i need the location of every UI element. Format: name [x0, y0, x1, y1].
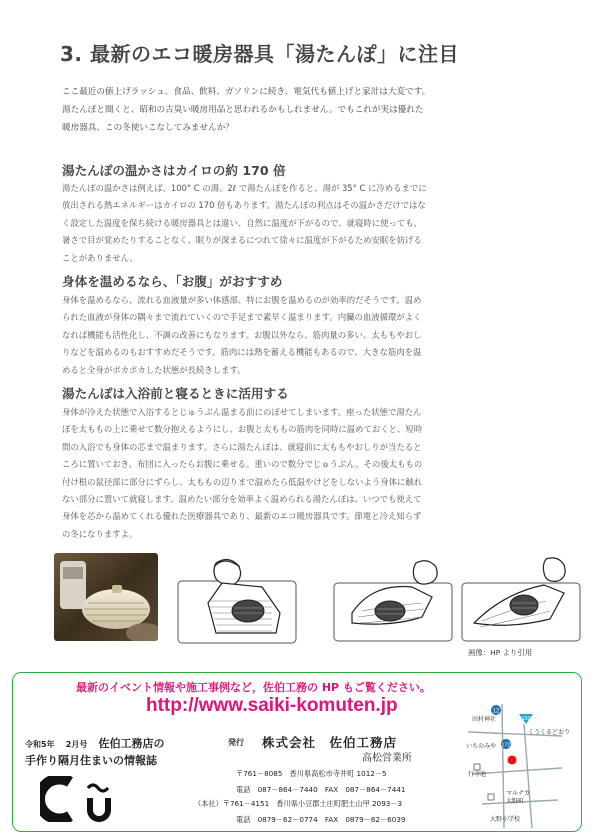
- issue-name: 佐伯工務店の: [98, 737, 165, 750]
- cu-logo: [40, 776, 140, 822]
- hq-address: （本社）〒761－4151 香川県小豆郡土庄町肥土山甲 2093－3: [194, 799, 403, 808]
- publisher-label: 発行: [228, 738, 244, 747]
- hq-phone: 電話 0879－62－0774 FAX 0879－62－6039: [236, 815, 406, 824]
- page-title: 3. 最新のエコ暖房器具「湯たんぽ」に注目: [60, 42, 459, 66]
- map-label-onomachi: 大野町: [506, 798, 525, 805]
- section-heading-belly: 身体を温めるなら、「お腹」がおすすめ: [62, 274, 283, 289]
- body-line: なれば機能も活性化し、不調の改善にもなります。お腹以外なら、筋肉量の多い、太ももやおし: [62, 329, 422, 340]
- company-name: 株式会社 佐伯工務店: [262, 735, 398, 750]
- illustration-sitting: [176, 553, 298, 645]
- map-label-kurukuru: くうくるどおり: [528, 729, 570, 736]
- section-body-usage: [62, 404, 534, 543]
- section-body-warmth: [62, 180, 534, 267]
- body-line: の冬になりますよ。: [62, 528, 138, 539]
- body-line: 付け根の鼠径部に部分にずらし、太ももの辺りまで温めたら低温やけどをしないよう身体に触れ: [62, 476, 423, 487]
- route-marker-3: 193: [521, 716, 531, 722]
- route-marker-1: 12: [492, 708, 500, 715]
- body-line: 湯たんぽの温かさは例えば、100° C の湯、2ℓ で湯たんぽを作ると、湯が 35° C に冷めるまでに: [62, 183, 427, 193]
- map-label-school: 大野小学校: [490, 816, 521, 823]
- section-heading-warmth: 湯たんぽの温かさはカイロの約 170 倍: [62, 163, 286, 178]
- body-line: ない部分に置いて就寝します。温めたい部分を効率よく温められる湯たんぽは、いつでも使えて: [62, 494, 422, 505]
- issue-month: 2月号: [65, 740, 88, 749]
- body-line: ころに置いておき、布団に入ったらお腹に乗せる。重いので数分でじゅうぶん。その後太ももの: [62, 459, 423, 470]
- map-label-shrine: 田村神社: [472, 716, 497, 723]
- body-line: ことがありません。: [62, 252, 138, 263]
- body-line: りなどを温めるのもおすすめだそうです。筋肉には熱を蓄える機能もあるので、大きな筋肉を温: [62, 347, 422, 358]
- route-marker-2: 172: [501, 742, 511, 749]
- body-line: 身体が冷えた状態で入浴するとじゅうぶん温まる前にのぼせてしまいます。座った状態で湯たん: [62, 407, 422, 417]
- access-map: [462, 704, 570, 828]
- magazine-subtitle: 手作り隔月住まいの情報誌: [25, 754, 157, 767]
- section-heading-usage: 湯たんぽは入浴前と寝るときに活用する: [62, 386, 289, 401]
- branch-name: 高松営業所: [362, 753, 412, 764]
- issue-era: 令和5年: [25, 740, 55, 749]
- body-line: 身体を芯から温めてくれる優れた医療器具であり、最新のエコ暖房器具です。節電と冷え知らず: [62, 511, 422, 522]
- body-line: 放出される熱エネルギーはカイロの 170 倍もあります。湯たんぽの利点はその温かさだけではな: [62, 200, 426, 211]
- intro-line: ここ最近の値上げラッシュ、食品、飲料、ガソリンに続き、電気代も値上げと家計は大変です。: [62, 87, 431, 97]
- map-label-maruchika: マルナカ: [506, 790, 530, 797]
- body-line: く設定した温度を保ち続ける暖房器具とは違い、自然に温度が下がるので、就寝時に使っても、: [62, 217, 422, 228]
- illustration-reclining: [460, 553, 582, 645]
- intro-paragraph: [62, 83, 532, 137]
- body-line: 間の入浴でも身体の芯まで温まります。さらに湯たんぽは、就寝前に太ももやおしりが当たると: [62, 441, 422, 452]
- branch-phone: 電話 087－864－7440 FAX 087－864－7441: [236, 785, 406, 794]
- issue-label: [25, 735, 165, 751]
- body-line: 身体を温めるなら、流れる血液量が多い体感部、特にお腹を温めるのが効率的だそうです。温め: [62, 295, 422, 305]
- map-label-ichinomiya: いちのみや: [466, 743, 497, 750]
- intro-line: 暖房器具、この冬使いこなしてみませんか？: [62, 123, 234, 133]
- image-credit: 画像：HP より引用: [468, 648, 533, 657]
- footer-message: 最新のイベント情報や施工事例など，佐伯工務の HP もご覧ください。: [76, 681, 431, 694]
- office-location-marker: [508, 756, 517, 765]
- map-label-gyoshou: 行寺池: [468, 771, 487, 778]
- yutanpo-photo: [54, 553, 158, 641]
- body-line: 暑さで目が覚めたりすることなく、眠りが深まるにつれて徐々に温度が下がるため安眠を妨げる: [62, 235, 422, 246]
- intro-line: 湯たんぽと聞くと、昭和の古臭い暖房用品と思われるかもしれません。でもこれが実は優れた: [62, 105, 424, 115]
- branch-address: 〒761－8085 香川県高松市寺井町 1012－5: [236, 769, 387, 778]
- body-line: めると全身がポカポカした状態が長続きします。: [62, 364, 246, 375]
- body-line: られた血液が身体の隅々まで流れていくので手足まで素早く温まります。内臓の血液循環がよく: [62, 312, 422, 323]
- website-link[interactable]: http://www.saiki-komuten.jp: [146, 695, 398, 716]
- illustration-lying: [332, 553, 454, 645]
- body-line: ぽを太ももの上に乗せて数分抱えるようにし、お腹と太ももの筋肉を同時に温めておくと、短時: [62, 424, 423, 435]
- section-body-belly: [62, 292, 534, 379]
